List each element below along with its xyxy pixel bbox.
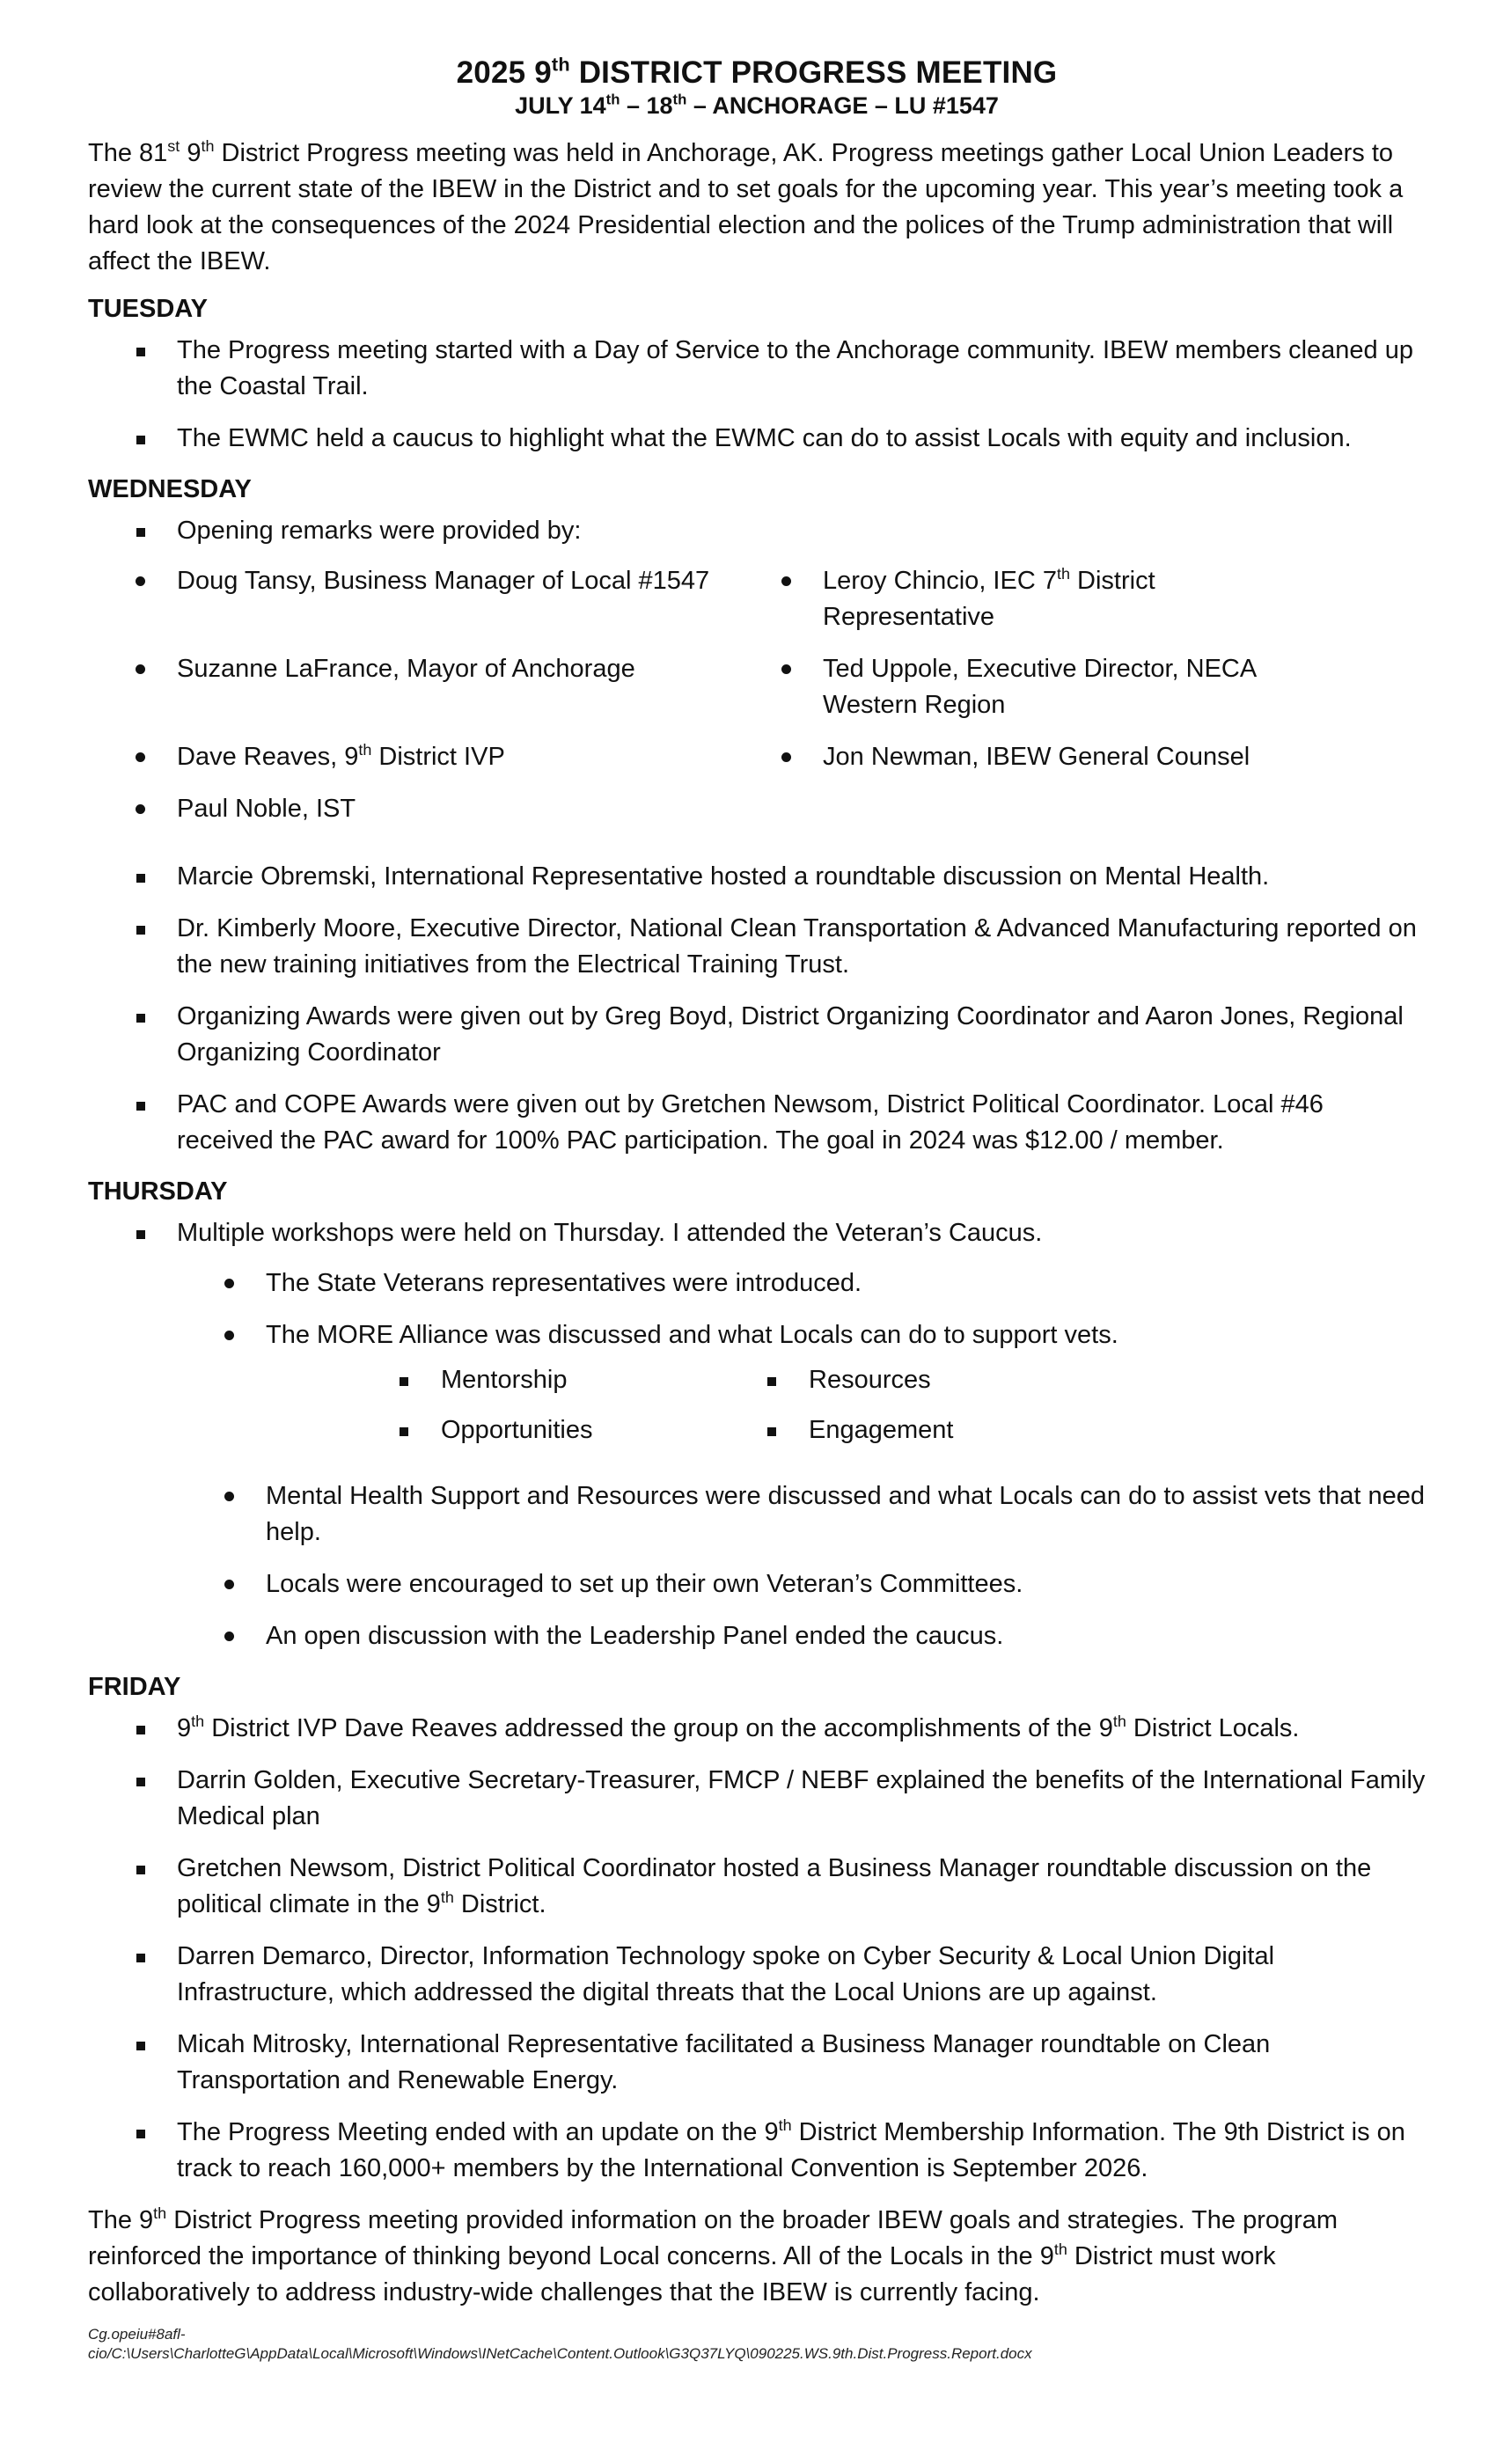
section-heading-thursday: THURSDAY — [88, 1177, 228, 1206]
closing-text: District Progress meeting provided information on the broader IBEW goals and strategies. The program reinforced the importance of thinking beyond Local concerns. All of the Locals in the 9 — [88, 2206, 1338, 2270]
speaker-sup: th — [1056, 564, 1070, 583]
file-path-footer — [88, 2325, 1426, 2364]
speaker-sup: th — [358, 740, 372, 759]
caucus-item: Locals were encouraged to set up their own Veteran’s Committees. — [177, 1566, 1426, 1602]
list-item: Darren Demarco, Director, Information Technology spoke on Cyber Security & Local Union Digital Infrastructure, which addressed the digital threats that the Local Unions are up against. — [88, 1939, 1426, 2011]
closing-paragraph — [88, 2203, 1426, 2311]
item-text: District. — [453, 1890, 546, 1918]
footer-line: Cg.opeiu#8afl- — [88, 2326, 186, 2343]
item-text: 9 — [177, 1714, 192, 1742]
closing-text: District must work collaboratively to address industry-wide challenges that the IBEW is currently facing. — [88, 2242, 1276, 2306]
speaker-list — [88, 563, 1426, 843]
topic-item: Resources — [767, 1362, 1119, 1398]
topic-item: Mentorship — [400, 1362, 767, 1398]
subtitle-part: – ANCHORAGE – LU #1547 — [686, 92, 999, 119]
speaker-item — [734, 563, 1280, 635]
item-sup: th — [191, 1712, 205, 1730]
item-text: The Progress Meeting ended with an update on the 9 — [177, 2118, 779, 2146]
list-item: The EWMC held a caucus to highlight what the EWMC can do to assist Locals with equity and inclusion. — [88, 421, 1426, 457]
wednesday-list — [88, 513, 1426, 1159]
title-text: 2025 9 — [456, 55, 552, 90]
list-item — [88, 2115, 1426, 2187]
page-title — [88, 55, 1426, 92]
topic-item: Engagement — [767, 1412, 1119, 1448]
item-text: District Membership Information. The 9th District is on track to reach 160,000+ members by the International Convention is September 2026. — [177, 2118, 1405, 2182]
section-heading-wednesday: WEDNESDAY — [88, 475, 252, 503]
list-item: Organizing Awards were given out by Greg Boyd, District Organizing Coordinator and Aaron Jones, Regional Organizing Coordinator — [88, 999, 1426, 1071]
workshops-text: Multiple workshops were held on Thursday. I attended the Veteran’s Caucus. — [177, 1219, 1043, 1247]
speaker-item: Doug Tansy, Business Manager of Local #1547 — [88, 563, 734, 635]
speaker-item: Ted Uppole, Executive Director, NECA Western Region — [734, 651, 1280, 723]
item-sup: th — [1112, 1712, 1126, 1730]
speaker-item: Jon Newman, IBEW General Counsel — [734, 739, 1280, 775]
caucus-item: Mental Health Support and Resources were discussed and what Locals can do to assist vets that need help. — [177, 1478, 1426, 1551]
subtitle-part: JULY 14 — [515, 92, 606, 119]
closing-sup: th — [153, 2204, 167, 2222]
list-item: The Progress meeting started with a Day of Service to the Anchorage community. IBEW members cleaned up the Coastal Trail. — [88, 333, 1426, 405]
caucus-item — [177, 1317, 1426, 1463]
section-heading-friday: FRIDAY — [88, 1673, 181, 1701]
list-item: Micah Mitrosky, International Representative facilitated a Business Manager roundtable on Clean Transportation and Renewable Energy. — [88, 2027, 1426, 2099]
subtitle-part: – 18 — [620, 92, 673, 119]
speaker-text: Dave Reaves, 9 — [177, 743, 359, 771]
item-text: District Locals. — [1126, 1714, 1300, 1742]
page-subtitle — [88, 92, 1426, 120]
list-item: Dr. Kimberly Moore, Executive Director, National Clean Transportation & Advanced Manufacturing reported on the new training initiatives from the Electrical Training Trust. — [88, 911, 1426, 983]
opening-remarks-text: Opening remarks were provided by: — [177, 517, 582, 545]
more-alliance-topics — [400, 1362, 1426, 1463]
caucus-list — [88, 1265, 1426, 1654]
closing-sup: th — [1053, 2240, 1067, 2258]
intro-text: District Progress meeting was held in Anchorage, AK. Progress meetings gather Local Union Leaders to review the current state of the IBEW in the District and to set goals for the upcoming year. This year’s meeting took a hard look at the consequences of the 2024 Presidential election and the polices of the Trump administration that will affect the IBEW. — [88, 139, 1404, 275]
footer-line: cio/C:\Users\CharlotteG\AppData\Local\Microsoft\Windows\INetCache\Content.Outlook\G3Q37LYQ\090225.WS.9th.Dist.Progress.Report.docx — [88, 2345, 1032, 2362]
subtitle-sup: th — [672, 91, 687, 108]
thursday-list — [88, 1215, 1426, 1654]
speaker-text: District Representative — [823, 567, 1155, 631]
list-item: PAC and COPE Awards were given out by Gretchen Newsom, District Political Coordinator. Local #46 received the PAC award for 100% PAC participation. The goal in 2024 was $12.00 / member. — [88, 1087, 1426, 1159]
caucus-item-text: The MORE Alliance was discussed and what Locals can do to support vets. — [266, 1321, 1118, 1349]
tuesday-list — [88, 333, 1426, 457]
section-heading-tuesday: TUESDAY — [88, 295, 208, 323]
topic-item: Opportunities — [400, 1412, 767, 1448]
item-sup: th — [440, 1888, 454, 1906]
intro-text: 9 — [180, 139, 202, 167]
title-superscript: th — [551, 53, 570, 76]
caucus-item: The State Veterans representatives were introduced. — [177, 1265, 1426, 1302]
intro-paragraph — [88, 136, 1426, 280]
speaker-item: Suzanne LaFrance, Mayor of Anchorage — [88, 651, 734, 723]
item-sup: th — [778, 2116, 792, 2134]
intro-sup: th — [201, 136, 215, 155]
subtitle-sup: th — [605, 91, 620, 108]
intro-text: The 81 — [88, 139, 168, 167]
speaker-item — [88, 739, 734, 775]
speaker-item: Paul Noble, IST — [88, 791, 734, 827]
speaker-text: District IVP — [371, 743, 505, 771]
friday-list — [88, 1711, 1426, 2187]
title-text-rest: DISTRICT PROGRESS MEETING — [569, 55, 1058, 90]
item-text: District IVP Dave Reaves addressed the group on the accomplishments of the 9 — [204, 1714, 1113, 1742]
list-item — [88, 1851, 1426, 1923]
closing-text: The 9 — [88, 2206, 154, 2234]
list-item: Darrin Golden, Executive Secretary-Treasurer, FMCP / NEBF explained the benefits of the International Family Medical plan — [88, 1763, 1426, 1835]
document-page — [88, 55, 1426, 2364]
list-item-opening-remarks — [88, 513, 1426, 843]
list-item — [88, 1711, 1426, 1747]
list-item-workshops — [88, 1215, 1426, 1654]
item-text: Gretchen Newsom, District Political Coordinator hosted a Business Manager roundtable discussion on the political climate in the 9 — [177, 1854, 1372, 1918]
speaker-text: Leroy Chincio, IEC 7 — [823, 567, 1057, 595]
caucus-item: An open discussion with the Leadership Panel ended the caucus. — [177, 1618, 1426, 1654]
intro-sup: st — [167, 136, 180, 155]
list-item: Marcie Obremski, International Representative hosted a roundtable discussion on Mental Health. — [88, 859, 1426, 895]
